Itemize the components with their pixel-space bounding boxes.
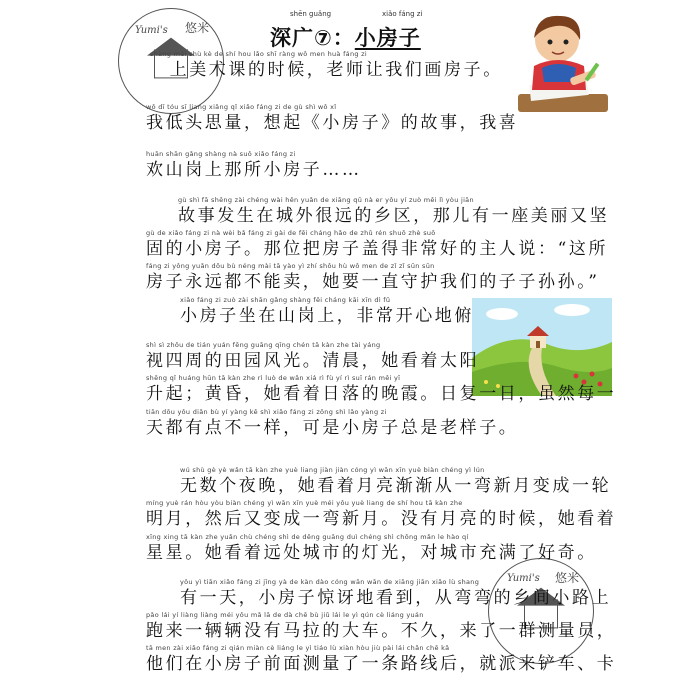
story-line [146,644,616,674]
story-line [180,296,474,326]
hanzi-line: 房子永远都不能卖，她要一直守护我们的子子孙孙。” [146,272,600,292]
story-line [146,341,479,371]
hanzi-line: 固的小房子。那位把房子盖得非常好的主人说：“这所 [146,239,609,259]
hanzi-line: 无数个夜晚，她看着月亮渐渐从一弯新月变成一轮 [180,476,612,496]
hanzi-line: 明月，然后又变成一弯新月。没有月亮的时候，她看着 [146,509,617,529]
hanzi-line: 有一天，小房子惊讶地看到，从弯弯的乡间小路上 [180,588,612,608]
pinyin-line: shàng měi shù kè de shí hou lǎo shī ràng wǒ men huà fáng zi [150,50,367,58]
hanzi-line: 跑来一辆辆没有马拉的大车。不久，来了一群测量员， [146,621,617,641]
pinyin-line: fáng zi yǒng yuǎn dōu bù néng mài tā yào yì zhí shǒu hù wǒ men de zǐ zǐ sūn sūn [146,262,435,270]
pinyin-line: tiān dōu yǒu diǎn bù yí yàng kě shì xiǎo fáng zi zǒng shì lǎo yàng zi [146,408,387,416]
hanzi-line: 天都有点不一样，可是小房子总是老样子。 [146,418,519,438]
story-line [146,611,616,641]
pinyin-line: gù shì fā shēng zài chéng wài hěn yuǎn de xiāng qū nà er yǒu yí zuò měi lì yòu jiān [178,196,474,204]
story-line [178,196,609,226]
story-line [146,499,616,529]
boy-drawing-illustration [512,10,612,122]
pinyin-line: míng yuè rán hòu yòu biàn chéng yì wān xīn yuè méi yǒu yuè liang de shí hou tā kàn zhe [146,499,463,507]
hanzi-line: 他们在小房子前面测量了一条路线后，就派来铲车、卡 [146,654,617,674]
page-title-main: 深广⑦： [270,26,355,50]
hanzi-line: 欢山岗上那所小房子…… [146,160,362,180]
pinyin-line: xiǎo fáng zi zuò zài shān gǎng shàng fēi cháng kāi xīn dì fǔ [180,296,391,304]
hanzi-line: 升起；黄昏，她看着日落的晚霞。日复一日，虽然每一 [146,384,617,404]
page-title-sub: 小房子 [354,26,421,50]
story-line [146,533,597,563]
pinyin-line: shēng qǐ huáng hūn tā kàn zhe rì luò de wǎn xiá rì fù yí rì suī rán měi yī [146,374,401,382]
stamp-chinese: 悠米 [185,21,210,35]
stamp-chinese: 悠米 [555,571,580,585]
hanzi-line: 星星。她看着远处城市的灯光，对城市充满了好奇。 [146,543,597,563]
story-line [146,262,600,292]
hanzi-line: 视四周的田园风光。清晨，她看着太阳 [146,351,480,371]
pinyin-line: shì sì zhōu de tián yuán fēng guāng qīng chén tā kàn zhe tài yáng [146,341,381,349]
story-line [180,578,611,608]
page-title [270,22,470,52]
pinyin-line: huān shān gǎng shàng nà suǒ xiǎo fáng zi [146,150,296,158]
story-line [146,150,362,180]
pinyin-line: xīng xing tā kàn zhe yuǎn chù chéng shì de dēng guāng duì chéng shì chōng mǎn le hào qí [146,533,469,541]
title-block [270,10,470,52]
story-line [146,103,518,133]
pinyin-line: wǒ dī tóu sī liang xiǎng qǐ xiǎo fáng zi de gù shì wǒ xǐ [146,103,337,111]
pinyin-line: tā men zài xiǎo fáng zi qián miàn cè liáng le yì tiáo lù xiàn hòu jiù pài lái chǎn chē kǎ [146,644,450,652]
story-line [146,374,616,404]
pinyin-line: pǎo lái yí liàng liàng méi yǒu mǎ lā de dà chē bù jiǔ lái le yì qún cè liáng yuán [146,611,424,619]
stamp-signature: Yumi's [135,25,168,36]
story-line [180,466,611,496]
story-line [146,229,608,259]
stamp-signature: Yumi's [507,573,540,584]
hanzi-line: 我低头思量，想起《小房子》的故事，我喜 [146,113,519,133]
pinyin-line: wú shù gè yè wǎn tā kàn zhe yuè liang jiàn jiàn cóng yì wān xīn yuè biàn chéng yì lún [180,466,485,474]
title-pinyin-2: xiǎo fáng zi [382,10,423,18]
pinyin-line: gù de xiǎo fáng zi nà wèi bǎ fáng zi gài de fēi cháng hǎo de zhǔ rén shuō zhè suǒ [146,229,436,237]
hanzi-line: 故事发生在城外很远的乡区，那儿有一座美丽又坚 [178,206,610,226]
hanzi-line: 上美术课的时候，老师让我们画房子。 [150,60,503,80]
hanzi-line: 小房子坐在山岗上，非常开心地俯 [180,306,474,326]
title-pinyin-1: shēn guǎng [290,10,332,18]
story-line [146,408,518,438]
story-line [150,50,503,80]
pinyin-line: yǒu yì tiān xiǎo fáng zi jīng yà de kàn dào cóng wān wān de xiāng jiān xiǎo lù shang [180,578,480,586]
